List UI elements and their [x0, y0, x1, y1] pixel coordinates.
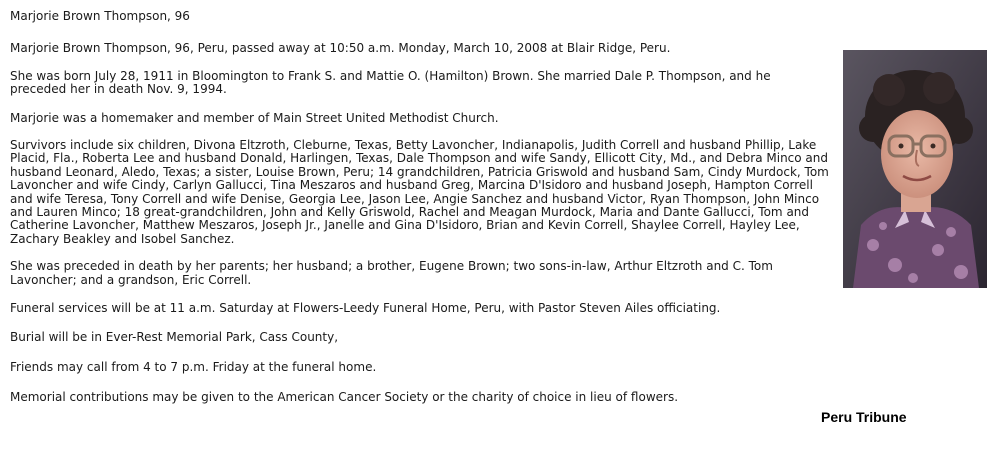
paragraph-funeral: Funeral services will be at 11 a.m. Saturday at Flowers-Leedy Funeral Home, Peru, with Pastor Steven Ailes officiating. — [10, 301, 721, 316]
paragraph-preceded: She was preceded in death by her parents; her husband; a brother, Eugene Brown; two sons-in-law, Arthur Eltzroth and C. Tom Lavoncher; and a grandson, Eric Correll. — [10, 259, 773, 287]
paragraph-homemaker: Marjorie was a homemaker and member of Main Street United Methodist Church. — [10, 110, 499, 125]
obituary-body — [10, 10, 830, 405]
paragraph-survivors: Survivors include six children, Divona Eltzroth, Cleburne, Texas, Betty Lavoncher, Indianapolis, Judith Correll and husband Phillip, Lake Placid, Fla., Roberta Lee and husband Donald, Harlingen, Texas, Dale Thompson and wife Sandy, Ellicott City, Md., and Debra Minco and husband Leonard, Aledo, Texas; a sister, Louise Brown, Peru; 14 grandchildren, Patricia Griswold and husband Sam, Cindy Murdock, Tom Lavoncher and wife Cindy, Carlyn Gallucci, Tina Meszaros and husband Greg, Marcina D'Isidoro and husband Joseph, Hampton Correll and wife Teresa, Tony Correll and wife Denise, Georgia Lee, Jason Lee, Angie Sanchez and husband Victor, Ryan Thompson, John Minco and Lauren Minco; 18 great-grandchildren, John and Kelly Griswold, Rachel and Meagan Murdock, Maria and Dante Gallucci, Tom and Catherine Lavoncher, Matthew Meszaros, Joseph Jr., Janelle and Gina D'Isidoro, Brian and Kevin Correll, Shaylee Correll, Hayley Lee, Zachary Beakley and Isobel Sanchez. — [10, 138, 829, 246]
portrait-photo — [843, 50, 987, 288]
paragraph-memorial: Memorial contributions may be given to the American Cancer Society or the charity of choice in lieu of flowers. — [10, 390, 679, 405]
paragraph-birth: She was born July 28, 1911 in Bloomington to Frank S. and Mattie O. (Hamilton) Brown. She married Dale P. Thompson, and he preceded her in death Nov. 9, 1994. — [10, 68, 771, 97]
obituary-title: Marjorie Brown Thompson, 96 — [10, 9, 190, 23]
paragraph-death: Marjorie Brown Thompson, 96, Peru, passed away at 10:50 a.m. Monday, March 10, 2008 at Blair Ridge, Peru. — [10, 41, 671, 56]
paragraph-burial: Burial will be in Ever-Rest Memorial Park, Cass County, — [10, 329, 339, 344]
source-credit: Peru Tribune — [821, 409, 907, 425]
paragraph-friends: Friends may call from 4 to 7 p.m. Friday at the funeral home. — [10, 359, 377, 374]
